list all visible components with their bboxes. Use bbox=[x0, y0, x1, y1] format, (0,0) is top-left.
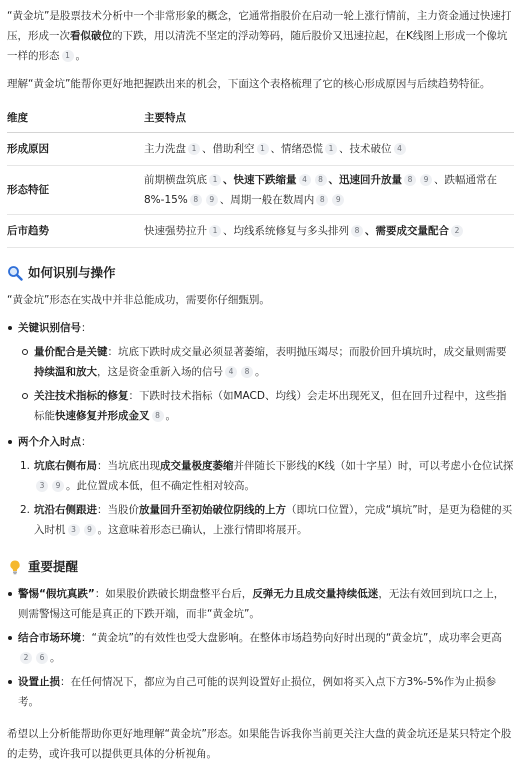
citation-badge[interactable]: 8 bbox=[152, 410, 164, 422]
intro-paragraph bbox=[7, 6, 514, 66]
citation-badge[interactable]: 1 bbox=[62, 50, 74, 62]
citation-badge[interactable]: 2 bbox=[451, 225, 463, 237]
cell-text: 、跌幅通常在8%-15% bbox=[144, 173, 497, 206]
table-cell bbox=[144, 165, 514, 214]
item-text: ：当股价 bbox=[97, 503, 139, 516]
item-text: ：如果股价跌破长期盘整平台后， bbox=[94, 587, 253, 600]
item-text: ：“黄金坑”的有效性也受大盘影响。在整体市场趋势向好时出现的“黄金坑”，成功率会更高 bbox=[81, 631, 502, 644]
citation-badge[interactable]: 8 bbox=[351, 225, 363, 237]
table-row-label: 形态特征 bbox=[7, 165, 144, 214]
item-bold: 持续温和放大 bbox=[34, 365, 97, 378]
item-bold: 成交量极度萎缩 bbox=[160, 459, 234, 472]
cell-text: 主力洗盘 bbox=[144, 142, 186, 155]
list-item bbox=[7, 628, 514, 668]
item-text: 。 bbox=[255, 365, 266, 378]
citation-badge[interactable]: 1 bbox=[209, 225, 221, 237]
cell-text: 快速强势拉升 bbox=[144, 224, 207, 237]
item-bold: 量价配合是关键 bbox=[34, 345, 108, 358]
item-bold: 快速修复并形成金叉 bbox=[55, 409, 150, 422]
item-text: 。此位置成本低，但不确定性相对较高。 bbox=[66, 479, 255, 492]
list-item bbox=[18, 342, 514, 382]
table-row bbox=[7, 165, 514, 214]
section-title: 如何识别与操作 bbox=[28, 264, 116, 280]
list-item-colon: ： bbox=[81, 435, 92, 448]
item-bold: 结合市场环境 bbox=[18, 631, 81, 644]
list-item bbox=[7, 584, 514, 624]
item-text: 。这意味着形态已确认，上涨行情即将展开。 bbox=[97, 523, 308, 536]
intro-text: “黄金坑”是股票技术分析中一个非常形象的概念，它通常指股价在启动一轮上涨行情前，主力资金通过快速打压，形成一次 bbox=[7, 10, 512, 42]
item-text: 。 bbox=[165, 409, 176, 422]
citation-badge[interactable]: 8 bbox=[241, 366, 253, 378]
citation-badge[interactable]: 3 bbox=[68, 524, 80, 536]
item-bold: 放量回升至初始破位阴线的上方 bbox=[139, 503, 286, 516]
citation-badge[interactable]: 4 bbox=[225, 366, 237, 378]
citation-badge[interactable]: 4 bbox=[394, 143, 406, 155]
cell-bold: 、快速下跌缩量 bbox=[223, 173, 297, 186]
citation-badge[interactable]: 8 bbox=[404, 174, 416, 186]
citation-badge[interactable]: 9 bbox=[420, 174, 432, 186]
citation-badge[interactable]: 1 bbox=[257, 143, 269, 155]
intro-paragraph-2: 理解“黄金坑”能帮你更好地把握跌出来的机会，下面这个表格梳理了它的核心形成原因与后续趋势特征。 bbox=[7, 78, 491, 90]
item-number: 2. bbox=[20, 503, 31, 516]
section-intro: “黄金坑”形态在实战中并非总能成功，需要你仔细甄别。 bbox=[7, 293, 270, 306]
identify-list bbox=[7, 318, 514, 540]
item-bold: 坑沿右侧跟进 bbox=[34, 503, 97, 516]
item-text: ，这是资金重新入场的信号 bbox=[97, 365, 223, 378]
list-item bbox=[7, 672, 514, 712]
table-header: 维度 bbox=[7, 104, 144, 132]
citation-badge[interactable]: 9 bbox=[52, 480, 64, 492]
cell-text: 、情绪恐慌 bbox=[270, 142, 323, 155]
citation-badge[interactable]: 2 bbox=[20, 652, 32, 664]
cell-bold: 、需要成交量配合 bbox=[365, 224, 449, 237]
item-text: 。 bbox=[50, 651, 61, 664]
table-cell bbox=[144, 132, 514, 165]
lightbulb-icon bbox=[7, 559, 23, 575]
citation-badge[interactable]: 8 bbox=[316, 194, 328, 206]
item-number: 1. bbox=[20, 459, 31, 472]
cell-bold: 、迅速回升放量 bbox=[328, 173, 402, 186]
citation-badge[interactable]: 8 bbox=[190, 194, 202, 206]
intro-text: 的下跌，用以清洗不坚定的浮动筹码，随后股价又迅速拉起，在K线图上形成一个像坑一样的形态 bbox=[7, 30, 508, 62]
item-text: ：下跌时技术指标（如MACD、均线）会走坏出现死叉，但在回升过程中，这些指标能 bbox=[34, 389, 507, 422]
citation-badge[interactable]: 1 bbox=[209, 174, 221, 186]
citation-badge[interactable]: 9 bbox=[206, 194, 218, 206]
entries-sublist bbox=[18, 456, 514, 540]
citation-badge[interactable]: 4 bbox=[299, 174, 311, 186]
list-item bbox=[18, 456, 514, 496]
table-cell bbox=[144, 214, 514, 247]
item-bold: 坑底右侧布局 bbox=[34, 459, 97, 472]
section-title: 重要提醒 bbox=[28, 558, 79, 574]
item-text: ：当坑底出现 bbox=[97, 459, 160, 472]
list-item bbox=[7, 318, 514, 426]
citation-badge[interactable]: 9 bbox=[332, 194, 344, 206]
item-bold: 反弹无力且成交量持续低迷 bbox=[252, 587, 379, 600]
closing-paragraph: 希望以上分析能帮助你更好地理解“黄金坑”形态。如果能告诉我你当前更关注大盘的黄金坑还是某只特定个股的走势，或许我可以提供更具体的分析视角。 bbox=[7, 727, 512, 760]
citation-badge[interactable]: 9 bbox=[84, 524, 96, 536]
list-item-colon: ： bbox=[81, 321, 92, 334]
item-bold: 关注技术指标的修复 bbox=[34, 389, 129, 402]
table-header-row bbox=[7, 104, 514, 132]
list-item-label: 两个介入时点 bbox=[18, 435, 81, 448]
item-bold: 警惕“假坑真跌” bbox=[18, 587, 95, 600]
intro-bold: 看似破位 bbox=[70, 30, 112, 42]
magnifier-icon bbox=[7, 265, 23, 281]
citation-badge[interactable]: 8 bbox=[315, 174, 327, 186]
list-item bbox=[18, 500, 514, 540]
item-text: ：在任何情况下，都应为自己可能的误判设置好止损位，例如将买入点下方3%-5%作为止损参考。 bbox=[18, 675, 497, 708]
features-table bbox=[7, 104, 514, 248]
intro-text: 。 bbox=[75, 50, 86, 62]
citation-badge[interactable]: 3 bbox=[36, 480, 48, 492]
table-header: 主要特点 bbox=[144, 104, 514, 132]
item-text: 并伴随长下影线的K线（如十字星）时，可以考虑小仓位试探 bbox=[233, 459, 514, 472]
list-item bbox=[18, 386, 514, 426]
item-text: ，无法有效回到坑口之上，则需警惕这可能是真正的下跌开端，而非“黄金坑”。 bbox=[18, 587, 505, 620]
signals-sublist bbox=[18, 342, 514, 426]
item-bold: 设置止损 bbox=[18, 675, 60, 688]
section-heading-reminders bbox=[7, 556, 514, 578]
section-heading-identify bbox=[7, 262, 514, 284]
table-row-label: 后市趋势 bbox=[7, 214, 144, 247]
citation-badge[interactable]: 1 bbox=[325, 143, 337, 155]
cell-text: 、技术破位 bbox=[339, 142, 392, 155]
list-item-label: 关键识别信号 bbox=[18, 321, 81, 334]
cell-text: 、均线系统修复与多头排列 bbox=[223, 224, 349, 237]
cell-text: 、周期一般在数周内 bbox=[219, 193, 315, 206]
citation-badge[interactable]: 6 bbox=[36, 652, 48, 664]
citation-badge[interactable]: 1 bbox=[188, 143, 200, 155]
table-row bbox=[7, 132, 514, 165]
cell-text: 前期横盘筑底 bbox=[144, 173, 207, 186]
cell-text: 、借助利空 bbox=[202, 142, 255, 155]
list-item bbox=[7, 432, 514, 540]
item-text: ：坑底下跌时成交量必须显著萎缩，表明抛压竭尽；而股价回升填坑时，成交量则需要 bbox=[107, 345, 507, 358]
item-text: （即坑口位置），完成“填坑”时，是更为稳健的买入时机 bbox=[34, 503, 513, 536]
reminders-list bbox=[7, 584, 514, 712]
table-row bbox=[7, 214, 514, 247]
table-row-label: 形成原因 bbox=[7, 132, 144, 165]
